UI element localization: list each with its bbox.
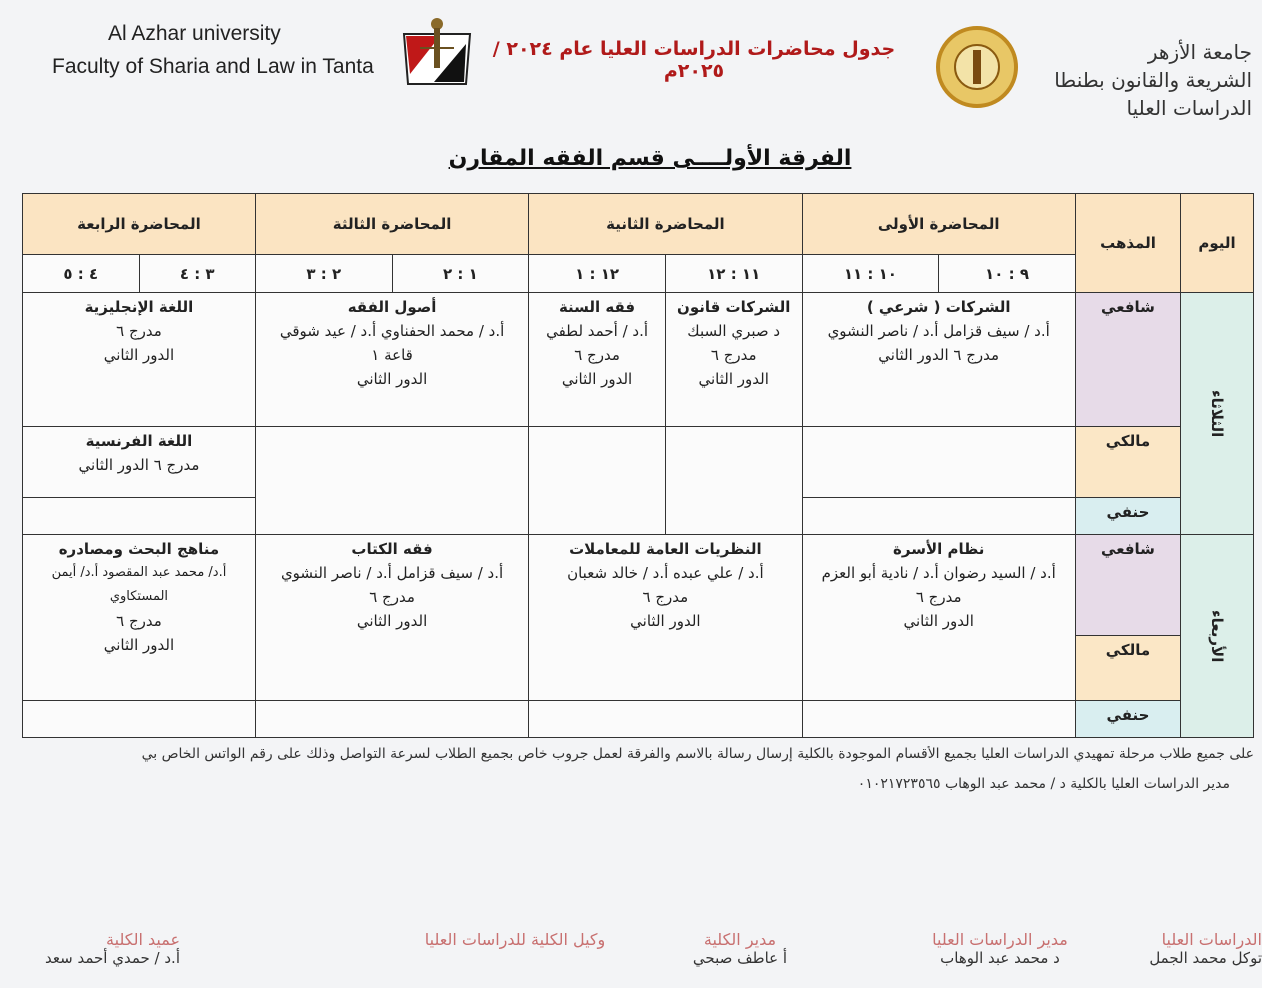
time-slot: ٢ : ٣ bbox=[255, 254, 392, 293]
madhab-shafei: شافعي bbox=[1075, 293, 1180, 427]
professor: أ.د / السيد رضوان أ.د / نادية أبو العزم bbox=[821, 563, 1056, 582]
floor: الدور الثاني bbox=[630, 611, 701, 630]
signature-block bbox=[0, 930, 180, 967]
day-wednesday: الأربعاء bbox=[1181, 534, 1254, 737]
floor: الدور الثاني bbox=[356, 370, 428, 389]
subject: أصول الفقه bbox=[347, 298, 437, 317]
floor: الدور الثاني bbox=[103, 346, 175, 365]
note-line-1: على جميع طلاب مرحلة تمهيدي الدراسات العليا بجميع الأقسام الموجودة بالكلية إرسال رسالة بالاسم والفرقة لعمل جروب خاص بجميع الطلاب لسرعة التواصل وذلك على رقم الواتس الخاص بي bbox=[141, 746, 1254, 762]
madhab-shafei: شافعي bbox=[1075, 534, 1180, 635]
lecture-2-header: المحاضرة الثانية bbox=[529, 194, 802, 255]
signature-block bbox=[1122, 930, 1262, 967]
subject: الشركات قانون bbox=[677, 298, 791, 317]
signature-title: وكيل الكلية للدراسات العليا bbox=[424, 930, 606, 949]
subject: فقه السنة bbox=[558, 298, 636, 317]
time-slot: ٤ : ٥ bbox=[23, 254, 140, 293]
subject: نظام الأسرة bbox=[893, 539, 985, 558]
azhar-seal-logo bbox=[936, 26, 1018, 108]
page-heading: الفرقة الأولــــى قسم الفقه المقارن bbox=[448, 146, 852, 171]
col-madhab-header: المذهب bbox=[1075, 194, 1180, 293]
empty-cell bbox=[665, 427, 802, 535]
madhab-hanafi: حنفي bbox=[1075, 701, 1180, 738]
university-name-en: Al Azhar university bbox=[108, 22, 281, 45]
professor: أ.د / علي عبده أ.د / خالد شعبان bbox=[567, 563, 764, 582]
schedule-table bbox=[22, 193, 1254, 738]
professor: أ.د / سيف قزامل أ.د / ناصر النشوي bbox=[280, 563, 504, 582]
room: قاعة ١ bbox=[371, 346, 413, 365]
tue-lecture-4b bbox=[23, 427, 256, 498]
time-slot: ١٢ : ١ bbox=[529, 254, 666, 293]
empty-cell bbox=[802, 427, 1075, 498]
wed-lecture-4 bbox=[23, 534, 256, 700]
professor: د صبري السبك bbox=[687, 322, 781, 341]
room: مدرج ٦ bbox=[369, 587, 415, 606]
empty-cell bbox=[529, 701, 802, 738]
wed-lecture-3 bbox=[255, 534, 528, 700]
signature-title: الدراسات العليا bbox=[1161, 930, 1262, 949]
signature-name: أ.د / حمدي أحمد سعد bbox=[45, 949, 180, 967]
tue-lecture-2a bbox=[665, 293, 802, 427]
ar-line-1: جامعة الأزهر bbox=[1147, 40, 1252, 64]
signature-title: مدير الكلية bbox=[703, 930, 777, 949]
time-slot: ١١ : ١٢ bbox=[665, 254, 802, 293]
room: مدرج ٦ الدور الثاني bbox=[878, 346, 1000, 365]
signature-name: توكل محمد الجمل bbox=[1149, 949, 1262, 967]
room: مدرج ٦ bbox=[915, 587, 962, 606]
time-slot: ٩ : ١٠ bbox=[939, 254, 1076, 293]
ar-line-2: الشريعة والقانون بطنطا bbox=[1054, 68, 1252, 92]
lecture-3-header: المحاضرة الثالثة bbox=[255, 194, 528, 255]
tue-lecture-2b bbox=[529, 293, 666, 427]
signature-title: مدير الدراسات العليا bbox=[932, 930, 1068, 949]
empty-cell bbox=[802, 701, 1075, 738]
tue-lecture-3 bbox=[255, 293, 528, 427]
lecture-1-header: المحاضرة الأولى bbox=[802, 194, 1075, 255]
wed-lecture-2 bbox=[529, 534, 802, 700]
professor: أ.د / سيف قزامل أ.د / ناصر النشوي bbox=[827, 322, 1050, 341]
room: مدرج ٦ الدور الثاني bbox=[78, 456, 200, 475]
note-line-2: مدير الدراسات العليا بالكلية د / محمد عبد الوهاب ٠١٠٢١٧٢٣٥٦٥ bbox=[857, 776, 1230, 792]
madhab-hanafi: حنفي bbox=[1075, 498, 1180, 535]
floor: الدور الثاني bbox=[561, 370, 633, 389]
empty-cell bbox=[255, 427, 528, 535]
subject: الشركات ( شرعي ) bbox=[866, 298, 1011, 317]
signature-block bbox=[910, 930, 1090, 967]
tue-lecture-1 bbox=[802, 293, 1075, 427]
empty-cell bbox=[23, 498, 256, 535]
signature-name: أ عاطف صبحي bbox=[692, 949, 788, 967]
room: مدرج ٦ bbox=[642, 587, 689, 606]
signature-name: د محمد عبد الوهاب bbox=[940, 949, 1060, 967]
subject: مناهج البحث ومصادره bbox=[58, 539, 220, 558]
room: مدرج ٦ bbox=[574, 346, 620, 365]
floor: الدور الثاني bbox=[903, 611, 974, 630]
empty-cell bbox=[23, 701, 256, 738]
subject: اللغة الإنجليزية bbox=[84, 298, 194, 317]
room: مدرج ٦ bbox=[116, 611, 162, 630]
room: مدرج ٦ bbox=[116, 322, 162, 341]
professor: أ.د/ محمد عبد المقصود أ.د/ أيمن المستكاوي bbox=[51, 564, 227, 604]
signature-title: عميد الكلية bbox=[106, 930, 180, 949]
floor: الدور الثاني bbox=[356, 611, 428, 630]
ar-line-3: الدراسات العليا bbox=[1126, 96, 1252, 120]
empty-cell bbox=[255, 701, 528, 738]
tue-lecture-4 bbox=[23, 293, 256, 427]
lecture-4-header: المحاضرة الرابعة bbox=[23, 194, 256, 255]
floor: الدور الثاني bbox=[103, 635, 175, 654]
professor: أ.د / أحمد لطفي bbox=[546, 322, 649, 341]
wed-lecture-1 bbox=[802, 534, 1075, 700]
room: مدرج ٦ bbox=[710, 346, 757, 365]
signature-block bbox=[400, 930, 630, 949]
empty-cell bbox=[529, 427, 666, 535]
subject: النظريات العامة للمعاملات bbox=[569, 539, 762, 558]
empty-cell bbox=[802, 498, 1075, 535]
floor: الدور الثاني bbox=[698, 370, 769, 389]
madhab-maliki: مالكي bbox=[1075, 636, 1180, 701]
subject: اللغة الفرنسية bbox=[85, 432, 193, 451]
faculty-name-en: Faculty of Sharia and Law in Tanta bbox=[52, 55, 374, 78]
signature-block bbox=[670, 930, 810, 967]
faculty-logo bbox=[400, 14, 474, 94]
time-slot: ١٠ : ١١ bbox=[802, 254, 939, 293]
time-slot: ١ : ٢ bbox=[392, 254, 529, 293]
time-slot: ٣ : ٤ bbox=[139, 254, 255, 293]
subject: فقه الكتاب bbox=[351, 539, 433, 558]
university-name-ar bbox=[1012, 38, 1252, 122]
schedule-title: جدول محاضرات الدراسات العليا عام ٢٠٢٤ / ٢٠٢٥م bbox=[492, 38, 896, 82]
day-tuesday: الثلاثاء bbox=[1181, 293, 1254, 535]
professor: أ.د / محمد الحفناوي أ.د / عيد شوقي bbox=[279, 322, 505, 341]
madhab-maliki: مالكي bbox=[1075, 427, 1180, 498]
col-day-header: اليوم bbox=[1181, 194, 1254, 293]
